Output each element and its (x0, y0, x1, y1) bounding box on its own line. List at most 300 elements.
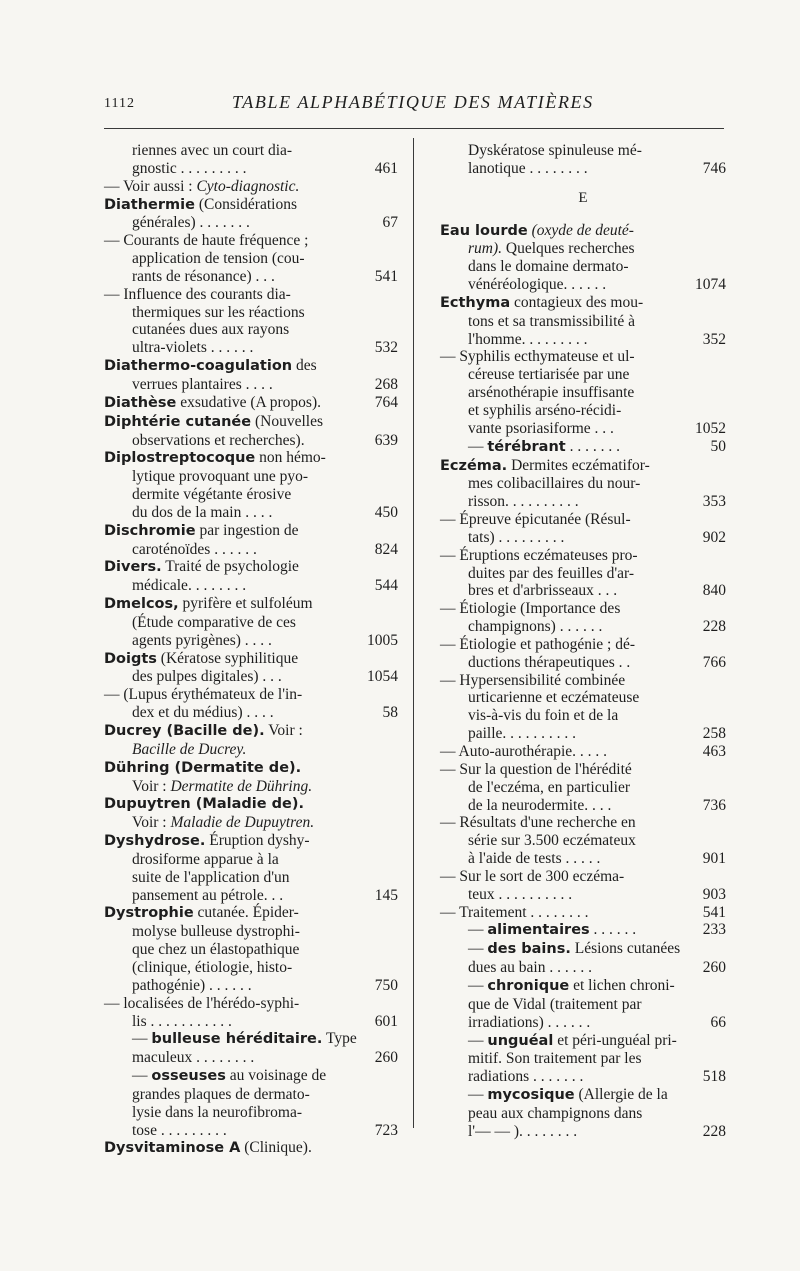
entry-text: Type (322, 1030, 357, 1048)
entry-headword: unguéal (487, 1032, 554, 1049)
entry-text: vis-à-vis du foin et de la (468, 707, 619, 725)
index-line (440, 959, 726, 977)
index-entry (440, 457, 726, 476)
dash: — (132, 1030, 152, 1048)
index-entry (104, 650, 398, 669)
entry-headword: des bains. (487, 941, 571, 958)
dash: — (468, 437, 488, 455)
entry-text: céreuse tertiarisée par une (468, 366, 630, 384)
index-line (440, 420, 726, 438)
entry-text: verrues plantaires . . . . (132, 375, 273, 393)
page-ref: 58 (382, 704, 398, 722)
index-line (440, 313, 726, 331)
entry-text: paille. . . . . . . . . . (468, 725, 577, 743)
entry-text: — Résultats d'une recherche en (440, 814, 636, 832)
entry-text: (clinique, étiologie, histo- (132, 958, 293, 976)
entry-text: teux . . . . . . . . . . (468, 885, 573, 903)
dash: — (468, 976, 488, 994)
index-line (104, 304, 398, 322)
column-divider (413, 138, 414, 1128)
page-ref: 352 (702, 330, 726, 348)
entry-italic: rum). (468, 240, 503, 258)
index-entry (104, 558, 398, 577)
entry-text: de l'eczéma, en particulier (468, 778, 631, 796)
entry-headword: Dupuytren (Maladie de). (104, 796, 304, 813)
page-ref: 903 (702, 885, 726, 903)
index-line (440, 529, 726, 547)
entry-text: — Courants de haute fréquence ; (104, 232, 309, 250)
page-ref: 260 (374, 1049, 398, 1067)
index-line (440, 547, 726, 565)
entry-text: l'homme. . . . . . . . . (468, 330, 588, 348)
index-line (440, 600, 726, 618)
page-ref: 66 (710, 1013, 726, 1031)
index-line (440, 832, 726, 850)
page-ref: 746 (702, 159, 726, 177)
index-line (440, 672, 726, 690)
index-entry (104, 1139, 398, 1158)
entry-text: bres et d'arbrisseaux . . . (468, 582, 618, 600)
entry-text: — Sur le sort de 300 eczéma- (440, 867, 625, 885)
index-line (104, 432, 398, 450)
entry-text: grandes plaques de dermato- (132, 1085, 310, 1103)
page-ref: 258 (702, 725, 726, 743)
entry-text: — Épreuve épicutanée (Résul- (440, 511, 631, 529)
entry-text: à l'aide de tests . . . . . (468, 850, 601, 868)
index-line (440, 1105, 726, 1123)
entry-text: cutanées dues aux rayons (132, 321, 290, 339)
page-ref: 228 (702, 1122, 726, 1140)
index-line (104, 160, 398, 178)
entry-text: tats) . . . . . . . . . (468, 528, 565, 546)
index-line (440, 402, 726, 420)
index-entry (440, 222, 726, 241)
page-ref: 723 (374, 1121, 398, 1139)
entry-text: Voir : (264, 722, 303, 739)
page-ref: 764 (374, 393, 398, 411)
entry-text: (Clinique). (240, 1139, 312, 1157)
index-line (104, 1030, 398, 1049)
index-line (104, 1086, 398, 1104)
entry-italic: Bacille de Ducrey. (132, 740, 247, 758)
index-line (104, 959, 398, 977)
index-line (440, 886, 726, 904)
index-entry (104, 522, 398, 541)
index-line (104, 376, 398, 394)
entry-headword: alimentaires (487, 922, 590, 939)
entry-text: — Sur la question de l'hérédité (440, 760, 632, 778)
entry-text: — Influence des courants dia- (104, 285, 291, 303)
running-title: TABLE ALPHABÉTIQUE DES MATIÈRES (232, 92, 594, 112)
entry-text: — Étiologie et pathogénie ; dé- (440, 635, 635, 653)
page-ref: 766 (702, 653, 726, 671)
entry-text: tons et sa transmissibilité à (468, 312, 636, 330)
entry-text: (Kératose syphilitique (156, 649, 299, 667)
entry-headword: Dysvitaminose A (104, 1140, 241, 1157)
index-entry (104, 413, 398, 432)
index-line (440, 1032, 726, 1051)
section-letter: E (578, 189, 588, 206)
index-entry (104, 722, 398, 741)
index-line (440, 797, 726, 815)
index-column-left (104, 142, 398, 1158)
entry-headword: Ecthyma (440, 294, 511, 311)
entry-text: et lichen chroni- (569, 976, 675, 994)
header-rule (104, 128, 724, 129)
entry-text: gnostic . . . . . . . . . (132, 159, 247, 177)
index-line (440, 331, 726, 349)
entry-text: pyrifère et sulfoléum (178, 595, 313, 613)
entry-text: — localisées de l'hérédo-syphi- (104, 994, 300, 1012)
entry-text: observations et recherches). (132, 431, 305, 449)
entry-text: (Allergie de la (574, 1086, 668, 1104)
page-number: 1112 (104, 96, 135, 111)
index-entry (104, 832, 398, 851)
entry-text: pansement au pétrole. . . (132, 886, 284, 904)
entry-text: lysie dans la neurofibroma- (132, 1103, 303, 1121)
page-ref: 228 (702, 618, 726, 636)
entry-text: suite de l'application d'un (132, 868, 290, 886)
index-line (104, 668, 398, 686)
entry-text: — Voir aussi : (104, 177, 197, 195)
page-ref: 268 (374, 375, 398, 393)
entry-text: (Étude comparative de ces (132, 613, 296, 631)
entry-text: dues au bain . . . . . . (468, 959, 592, 977)
index-line (104, 142, 398, 160)
entry-text: champignons) . . . . . . (468, 618, 603, 636)
index-line (440, 779, 726, 797)
entry-text: (Considérations (194, 195, 297, 213)
index-line (440, 977, 726, 996)
entry-text: non hémo- (255, 449, 326, 467)
entry-headword: Diplostreptocoque (104, 450, 256, 467)
entry-text: Quelques recherches (502, 240, 635, 258)
page-ref: 233 (702, 921, 726, 939)
entry-text: que chez un élastopathique (132, 941, 300, 959)
entry-text: rants de résonance) . . . (132, 267, 275, 285)
page-ref: 1054 (367, 668, 398, 686)
entry-text: irradiations) . . . . . . (468, 1013, 591, 1031)
index-line (440, 654, 726, 672)
index-entry (104, 595, 398, 614)
index-entry (104, 394, 398, 413)
index-line (104, 814, 398, 832)
entry-text: cutanée. Épider- (193, 904, 299, 922)
index-line (104, 541, 398, 559)
entry-italic: Maladie de Dupuytren. (170, 814, 315, 832)
page-ref: 544 (374, 577, 398, 595)
entry-text: — Syphilis ecthymateuse et ul- (440, 348, 635, 366)
index-line (440, 1123, 726, 1141)
entry-text: générales) . . . . . . . (132, 214, 250, 232)
page-header (104, 88, 724, 128)
index-line (440, 348, 726, 366)
index-line (104, 941, 398, 959)
entry-text: Traité de psychologie (161, 558, 299, 576)
page-ref: 902 (702, 528, 726, 546)
index-line (440, 493, 726, 511)
entry-text: Dermites eczématifor- (507, 456, 650, 474)
index-line (440, 996, 726, 1014)
index-entry (104, 759, 398, 778)
index-line (440, 475, 726, 493)
entry-text: arsénothérapie insuffisante (468, 384, 635, 402)
index-line (440, 276, 726, 294)
index-line (104, 741, 398, 759)
index-line (440, 850, 726, 868)
entry-text: molyse bulleuse dystrophi- (132, 923, 300, 941)
entry-text: pathogénie) . . . . . . (132, 976, 252, 994)
entry-headword: Diathermie (104, 196, 195, 213)
index-line (440, 258, 726, 276)
entry-headword: osseuses (151, 1068, 226, 1085)
index-line (104, 286, 398, 304)
index-line (104, 923, 398, 941)
page-ref: 541 (702, 903, 726, 921)
index-line (104, 214, 398, 232)
index-line (440, 689, 726, 707)
dash: — (132, 1067, 152, 1085)
index-line (440, 1086, 726, 1105)
index-line (104, 504, 398, 522)
index-line (440, 565, 726, 583)
index-entry (104, 904, 398, 923)
entry-text: drosiforme apparue à la (132, 850, 279, 868)
dash: — (468, 1031, 488, 1049)
index-line (104, 1067, 398, 1086)
entry-text: . . . . . . (589, 921, 637, 939)
entry-headword: Ducrey (Bacille de). (104, 723, 265, 739)
entry-headword: Divers. (104, 559, 162, 576)
entry-text: Lésions cutanées (570, 940, 681, 958)
index-line (104, 486, 398, 504)
page-ref: 541 (374, 267, 398, 285)
entry-text: l'— — ). . . . . . . . (468, 1122, 578, 1140)
index-entry (440, 294, 726, 313)
dash: — (468, 921, 488, 939)
entry-headword: Doigts (104, 650, 157, 667)
dash: — (468, 940, 488, 958)
page-ref: 450 (374, 503, 398, 521)
entry-text: Voir : (132, 777, 171, 795)
entry-text: — (Lupus érythémateux de l'in- (104, 686, 303, 704)
index-line (104, 686, 398, 704)
page-ref: 840 (702, 582, 726, 600)
entry-text: radiations . . . . . . . (468, 1068, 584, 1086)
entry-text: (Nouvelles (251, 412, 323, 430)
entry-text: et péri-unguéal pri- (553, 1031, 677, 1049)
index-line (440, 384, 726, 402)
entry-text: — Éruptions eczémateuses pro- (440, 546, 638, 564)
page-ref: 639 (374, 431, 398, 449)
dash: — (468, 1086, 488, 1104)
entry-text: thermiques sur les réactions (132, 303, 305, 321)
entry-text: — Traitement . . . . . . . . (440, 903, 589, 921)
index-line (440, 366, 726, 384)
page-ref: 145 (374, 886, 398, 904)
entry-text: du dos de la main . . . . (132, 503, 273, 521)
index-line (104, 632, 398, 650)
entry-text: application de tension (cou- (132, 250, 305, 268)
index-line (440, 940, 726, 959)
entry-text: ultra-violets . . . . . . (132, 339, 254, 357)
index-line (104, 468, 398, 486)
page-ref: 1074 (695, 276, 726, 294)
entry-headword: bulleuse héréditaire. (151, 1031, 323, 1048)
index-entry (104, 795, 398, 814)
page-ref: 353 (702, 493, 726, 511)
page-ref: 518 (702, 1068, 726, 1086)
entry-headword: Dyshydrose. (104, 833, 206, 850)
index-line (440, 142, 726, 160)
entry-text: vénéréologique. . . . . . (468, 276, 607, 294)
entry-text: Dyskératose spinuleuse mé- (468, 142, 642, 159)
entry-headword: Eau lourde (440, 222, 528, 239)
entry-text: lytique provoquant une pyo- (132, 468, 309, 486)
entry-text: et syphilis arséno-récidi- (468, 401, 622, 419)
page-ref: 463 (702, 743, 726, 760)
index-line (440, 160, 726, 178)
index-line (104, 250, 398, 268)
page-ref: 67 (382, 214, 398, 232)
entry-headword: Diathèse (104, 394, 177, 411)
entry-text: tose . . . . . . . . . (132, 1121, 227, 1139)
index-line (440, 438, 726, 457)
entry-text: maculeux . . . . . . . . (132, 1049, 255, 1067)
entry-text: de la neurodermite. . . . (468, 796, 612, 814)
entry-text: par ingestion de (195, 521, 299, 539)
index-line (104, 1013, 398, 1031)
index-line (104, 995, 398, 1013)
page-ref: 824 (374, 540, 398, 558)
entry-headword: Dühring (Dermatite de). (104, 759, 302, 776)
entry-text: duites par des feuilles d'ar- (468, 564, 635, 582)
entry-text: lanotique . . . . . . . . (468, 159, 588, 177)
index-line (440, 582, 726, 600)
index-line (440, 240, 726, 258)
entry-text: des pulpes digitales) . . . (132, 668, 282, 686)
entry-text: — Hypersensibilité combinée (440, 671, 626, 689)
entry-italic: (oxyde de deuté- (527, 221, 634, 239)
index-line (104, 577, 398, 595)
page-ref: 461 (374, 159, 398, 177)
entry-text: vante psoriasiforme . . . (468, 419, 614, 437)
entry-headword: Diathermo-coagulation (104, 358, 293, 375)
index-line (104, 232, 398, 250)
entry-text: agents pyrigènes) . . . . (132, 631, 272, 649)
page-ref: 260 (702, 959, 726, 977)
entry-text: médicale. . . . . . . . (132, 577, 247, 595)
entry-headword: térébrant (487, 438, 566, 455)
page-ref: 750 (374, 976, 398, 994)
entry-headword: chronique (487, 977, 570, 994)
index-line (104, 178, 398, 196)
index-entry (104, 449, 398, 468)
entry-headword: Dischromie (104, 522, 196, 539)
entry-text: dans le domaine dermato- (468, 258, 629, 276)
index-entry (104, 357, 398, 376)
index-line (440, 1068, 726, 1086)
index-line (104, 778, 398, 796)
index-line (440, 761, 726, 779)
index-line (440, 707, 726, 725)
page-ref: 601 (374, 1012, 398, 1030)
entry-text: urticarienne et eczémateuse (468, 689, 640, 707)
index-line (440, 1014, 726, 1032)
index-line (440, 904, 726, 922)
index-line (104, 268, 398, 286)
index-line (104, 1104, 398, 1122)
index-column-right (440, 142, 726, 1141)
index-line (440, 1050, 726, 1068)
index-entry (104, 196, 398, 215)
entry-text: lis . . . . . . . . . . . (132, 1012, 232, 1030)
entry-headword: Dystrophie (104, 905, 194, 922)
index-line (440, 868, 726, 886)
entry-italic: Dermatite de Dühring. (170, 777, 313, 795)
entry-text: riennes avec un court dia- (132, 142, 293, 159)
index-line (440, 743, 726, 761)
page-ref: 901 (702, 850, 726, 868)
entry-text: que de Vidal (traitement par (468, 995, 642, 1013)
entry-text: série sur 3.500 eczémateux (468, 832, 636, 850)
index-line (104, 887, 398, 905)
index-line (104, 339, 398, 357)
entry-text: risson. . . . . . . . . . (468, 493, 579, 511)
index-line (440, 814, 726, 832)
index-line (104, 851, 398, 869)
page-ref: 1005 (367, 631, 398, 649)
entry-text: ductions thérapeutiques . . (468, 653, 631, 671)
entry-text: mitif. Son traitement par les (468, 1050, 642, 1068)
entry-text: Éruption dyshy- (205, 832, 310, 850)
index-line (104, 704, 398, 722)
index-line (440, 511, 726, 529)
index-line (104, 321, 398, 339)
entry-text: contagieux des mou- (510, 293, 644, 311)
entry-headword: mycosique (487, 1087, 575, 1104)
page-ref: 532 (374, 339, 398, 357)
index-line (440, 725, 726, 743)
entry-text: des (292, 357, 317, 375)
entry-text: dermite végétante érosive (132, 486, 292, 504)
entry-text: mes colibacillaires du nour- (468, 475, 641, 493)
entry-headword: Eczéma. (440, 457, 508, 474)
entry-text: . . . . . . . (565, 437, 620, 455)
page-ref: 736 (702, 796, 726, 814)
page-ref: 1052 (695, 419, 726, 437)
index-line (104, 977, 398, 995)
entry-headword: Dmelcos, (104, 596, 179, 613)
entry-italic: Cyto-diagnostic. (196, 177, 300, 195)
index-line (104, 1122, 398, 1140)
entry-text: — Auto-aurothérapie. . . . . (440, 743, 608, 760)
entry-text: — Étiologie (Importance des (440, 600, 621, 618)
entry-text: au voisinage de (225, 1067, 327, 1085)
index-line (440, 636, 726, 654)
entry-text: dex et du médius) . . . . (132, 704, 274, 722)
index-line (104, 869, 398, 887)
index-line (440, 921, 726, 940)
entry-text: Voir : (132, 814, 171, 832)
entry-text: exsudative (A propos). (176, 393, 321, 411)
index-line (440, 618, 726, 636)
entry-text: peau aux champignons dans (468, 1104, 643, 1122)
entry-text: caroténoïdes . . . . . . (132, 540, 257, 558)
entry-headword: Diphtérie cutanée (104, 413, 252, 430)
page-ref: 50 (710, 437, 726, 455)
index-line (104, 1049, 398, 1067)
